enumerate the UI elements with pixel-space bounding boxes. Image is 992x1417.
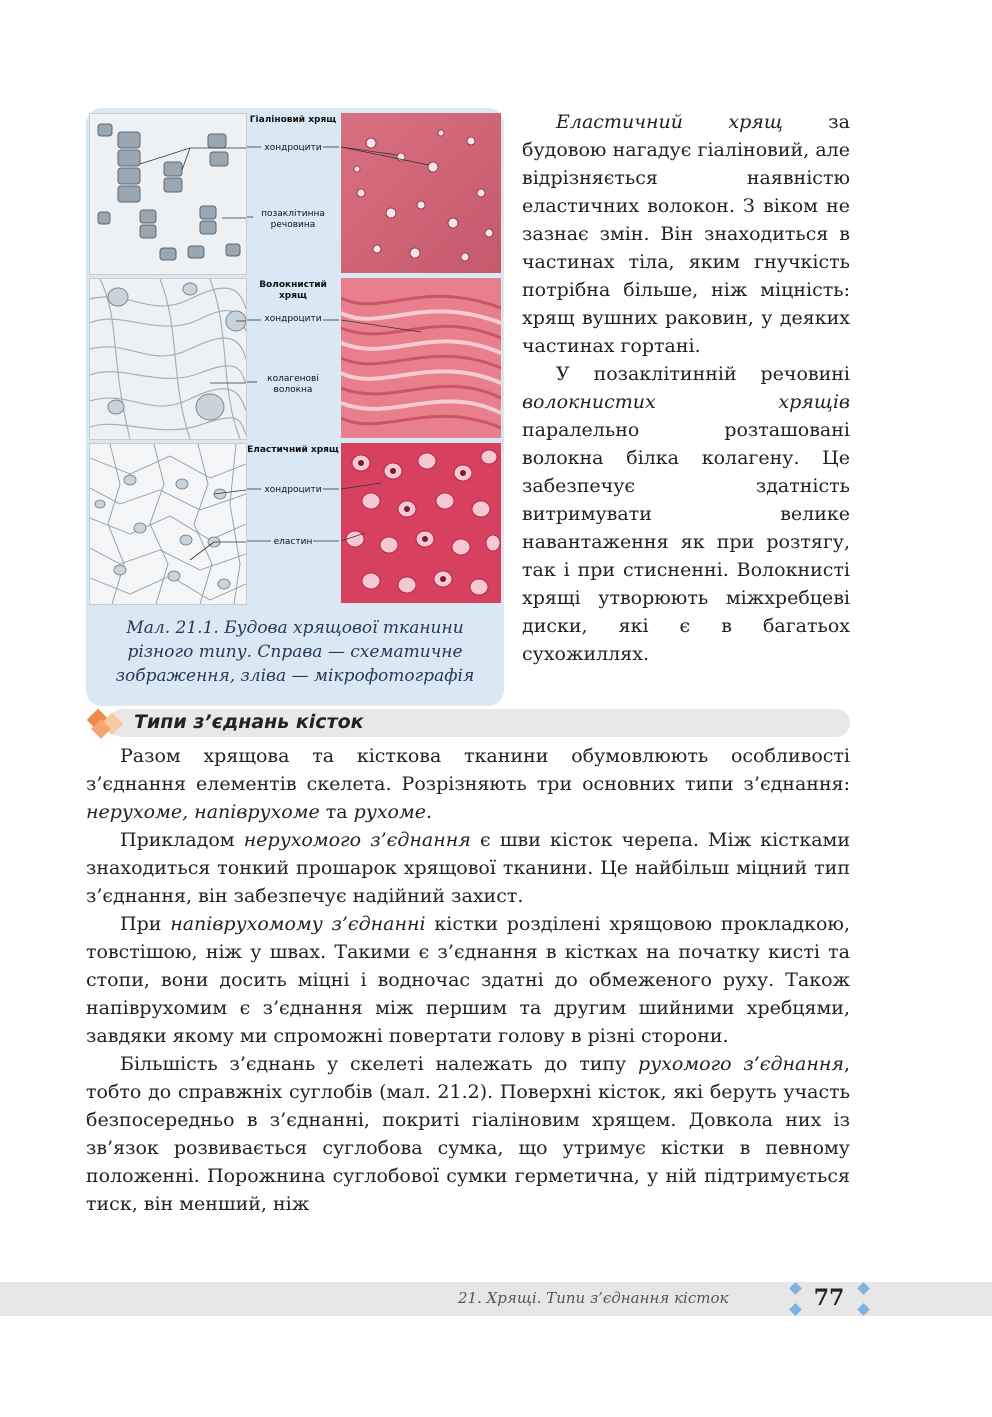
paragraph-types-end: . xyxy=(426,801,433,823)
elastic-label-chondrocytes: хондроцити xyxy=(264,485,322,495)
paragraph-movable xyxy=(86,1050,850,1218)
figure-row-hyaline xyxy=(89,113,501,273)
hyaline-micrograph xyxy=(341,113,501,273)
term-movable-joint: рухомого з’єднання xyxy=(638,1053,844,1075)
figure-21-1 xyxy=(86,108,504,706)
paragraph-types xyxy=(86,742,850,826)
term-elastic: Еластичний хрящ xyxy=(556,111,783,133)
fibrous-title: Волокнистий хрящ xyxy=(259,280,327,301)
hyaline-title: Гіаліновий хрящ xyxy=(249,115,337,125)
paragraph-elastic-text: за будовою нагадує гіаліновий, але відрізняється наявністю еластичних волокон. З віком не зазнає змін. Він знаходиться в частинах тіла, яким гнучкість потрібна більше, ніж міцність: хрящ вушних раковин, у деяких частинах гортані. xyxy=(522,111,850,357)
paragraph-semimovable-start: При xyxy=(120,913,171,935)
right-column-text xyxy=(522,108,850,668)
paragraph-types-text: Разом хрящова та кісткова тканини обумовлюють особливості з’єднання елементів скелета. Розрізняють три основних типи з’єднання: xyxy=(86,745,850,795)
paragraph-elastic xyxy=(522,108,850,360)
fibrous-schematic xyxy=(89,278,247,440)
fibrous-label-chondrocytes: хондроцити xyxy=(264,314,322,324)
hyaline-label-matrix: позаклітинна речовина xyxy=(261,209,325,230)
elastic-micrograph xyxy=(341,443,501,603)
hyaline-label-chondrocytes: хондроцити xyxy=(264,143,322,153)
figure-caption: Мал. 21.1. Будова хрящової тканини різного типу. Справа — схематичне зображення, зліва — мікрофотографія xyxy=(115,618,475,686)
hyaline-labels xyxy=(247,113,339,273)
paragraph-semimovable xyxy=(86,910,850,1050)
elastic-schematic xyxy=(89,443,247,605)
fibrous-label-collagen: колагенові волокна xyxy=(267,374,319,395)
running-title: 21. Хрящі. Типи з’єднання кісток xyxy=(458,1289,729,1307)
fibrous-micrograph xyxy=(341,278,501,438)
paragraph-movable-start: Більшість з’єднань у скелеті належать до типу xyxy=(120,1053,639,1075)
figure-row-elastic xyxy=(89,443,501,603)
paragraph-immovable-start: Прикладом xyxy=(120,829,244,851)
hyaline-schematic xyxy=(89,113,247,275)
paragraph-fibrous xyxy=(522,360,850,668)
paragraph-immovable-text: є шви кісток черепа. Між кістками знаходиться тонкий прошарок хрящової тканини. Це найбільш міцний тип з’єднання, він забезпечує надійний захист. xyxy=(86,829,850,907)
section-heading: Типи з’єднань кісток xyxy=(134,711,364,733)
term-immovable-joint: нерухомого з’єднання xyxy=(243,829,471,851)
term-immovable-semimovable: нерухоме, напіврухоме xyxy=(86,801,320,823)
paragraph-types-and: та xyxy=(319,801,354,823)
paragraph-movable-text: , тобто до справжніх суглобів (мал. 21.2). Поверхні кісток, які беруть участь безпосередньо в з’єднанні, покриті гіаліновим хрящем. Довкола них із зв’язок розвивається суглобова сумка, що утримує кістки в певному положенні. Порожнина суглобової сумки герметична, у ній підтримується тиск, він менший, ніж xyxy=(86,1053,850,1215)
main-text xyxy=(86,742,850,1218)
term-semimovable-joint: напіврухомому з’єднанні xyxy=(170,913,426,935)
term-movable: рухоме xyxy=(353,801,426,823)
paragraph-fibrous-start: У позаклітинній речовині xyxy=(556,363,850,385)
term-fibrous: волокнистих хрящів xyxy=(522,391,850,413)
paragraph-semimovable-text: кістки розділені хрящовою прокладкою, товстішою, ніж у швах. Такими є з’єднання в кістках на початку кисті та стопи, вони досить міцні і водночас здатні до обмеженого руху. Також напіврухомим є з’єднання між першим та другим шийними хребцями, завдяки якому ми спроможні повертати голову в різні сторони. xyxy=(86,913,850,1047)
fibrous-labels xyxy=(247,278,339,438)
page-number: 77 xyxy=(813,1285,845,1311)
elastic-label-elastin: еластин xyxy=(273,537,313,547)
paragraph-immovable xyxy=(86,826,850,910)
figure-row-fibrous xyxy=(89,278,501,438)
elastic-labels xyxy=(247,443,339,603)
heading-diamond-icon xyxy=(84,706,134,740)
elastic-title: Еластичний хрящ xyxy=(247,445,339,455)
paragraph-fibrous-text: паралельно розташовані волокна білка колагену. Це забезпечує здатність витримувати велике навантаження як при розтягу, так і при стисненні. Волокнисті хрящі утворюють міжхребцеві диски, які є в багатьох сухожиллях. xyxy=(522,419,850,665)
